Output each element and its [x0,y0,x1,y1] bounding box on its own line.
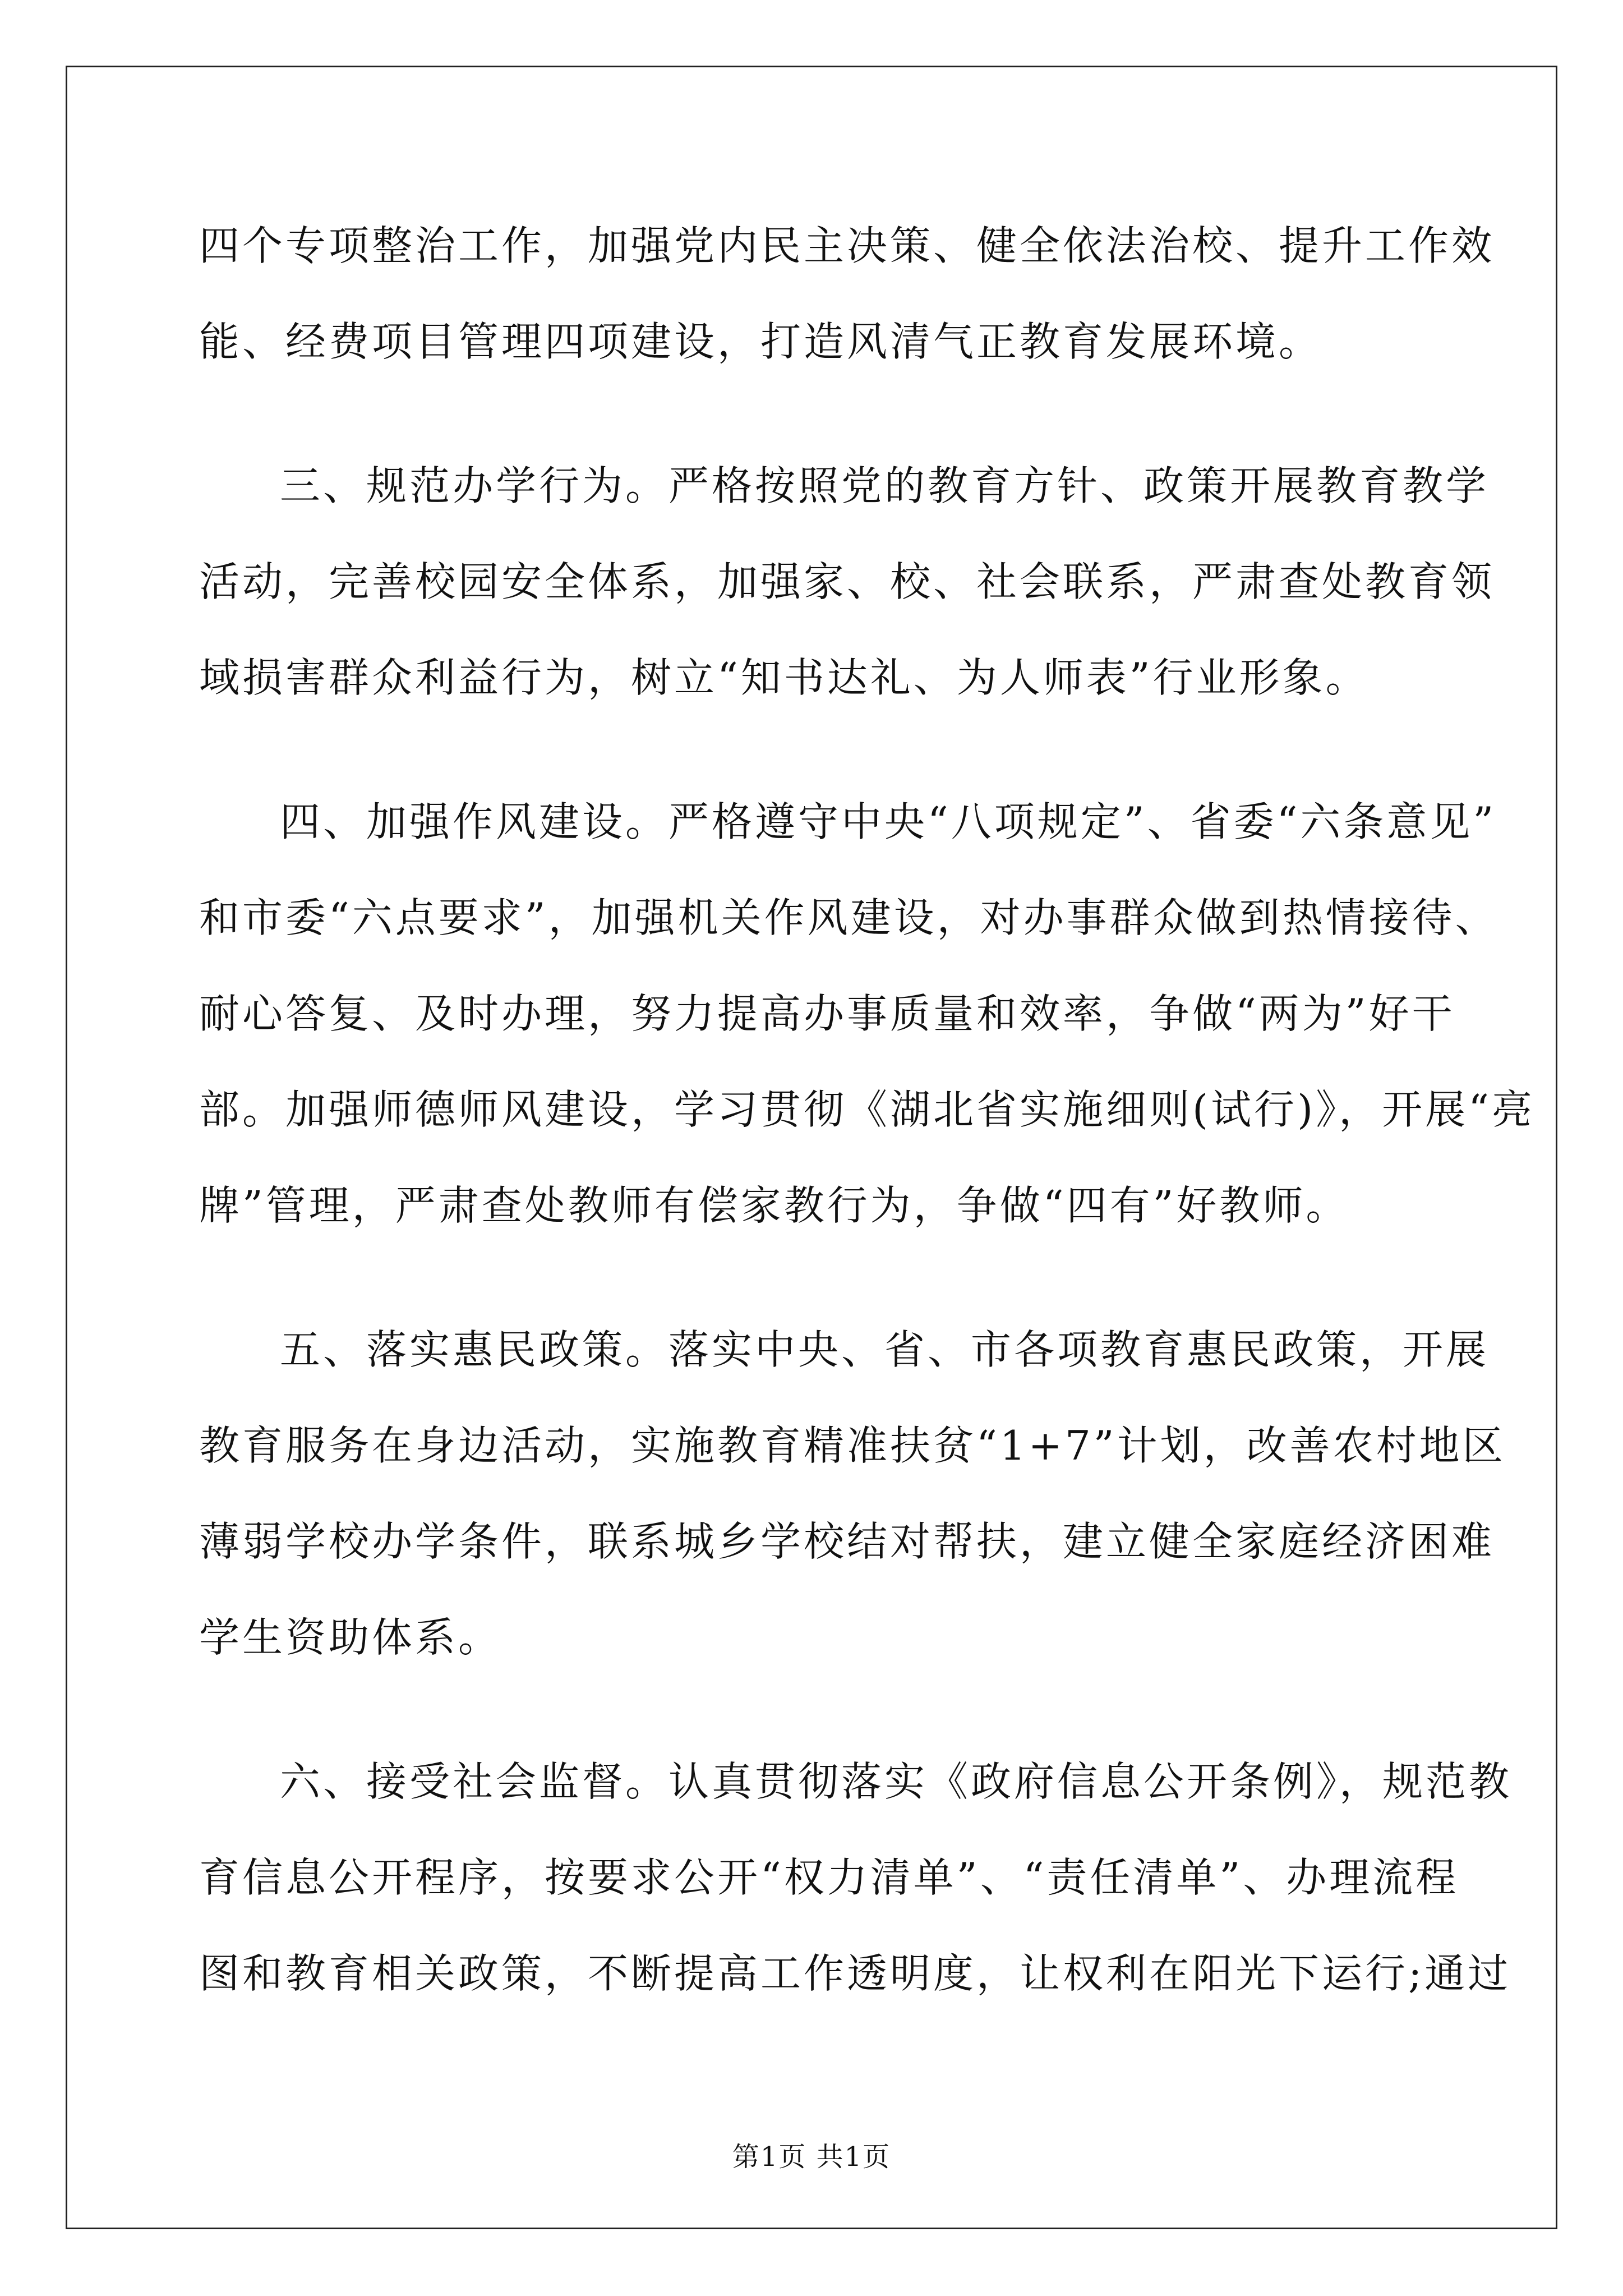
paragraph-1 [199,198,1495,390]
text-line: 图和教育相关政策，不断提高工作透明度，让权利在阳光下运行;通过 [199,1950,1511,1997]
text-line: 五、落实惠民政策。落实中央、省、市各项教育惠民政策，开展 [280,1326,1490,1373]
text-line: 能、经费项目管理四项建设，打造风清气正教育发展环境。 [199,318,1322,365]
text-line: 域损害群众利益行为，树立“知书达礼、为人师表”行业形象。 [199,654,1369,701]
paragraph-5 [199,1734,1513,2022]
paragraph-4 [199,1302,1506,1686]
text-line: 和市委“六点要求”，加强机关作风建设，对办事群众做到热情接待、 [199,894,1498,941]
page-number-footer: 第1页 共1页 [732,2141,891,2173]
text-line: 活动，完善校园安全体系，加强家、校、社会联系，严肃查处教育领 [199,558,1495,605]
text-line: 部。加强师德师风建设，学习贯彻《湖北省实施细则(试行)》，开展“亮 [199,1086,1535,1133]
paragraph-3 [199,774,1535,1254]
text-line: 育信息公开程序，按要求公开“权力清单”、“责任清单”、办理流程 [199,1854,1459,1901]
paragraph-2 [199,438,1495,726]
text-line: 学生资助体系。 [199,1614,502,1661]
text-line: 教育服务在身边活动，实施教育精准扶贫“1+7”计划，改善农村地区 [199,1422,1506,1469]
text-line: 四、加强作风建设。严格遵守中央“八项规定”、省委“六条意见” [280,798,1497,845]
text-line: 六、接受社会监督。认真贯彻落实《政府信息公开条例》，规范教 [280,1758,1513,1805]
text-line: 薄弱学校办学条件，联系城乡学校结对帮扶，建立健全家庭经济困难 [199,1518,1495,1565]
text-line: 牌”管理，严肃查处教师有偿家教行为，争做“四有”好教师。 [199,1182,1349,1229]
document-body [199,198,1535,2022]
text-line: 耐心答复、及时办理，努力提高办事质量和效率，争做“两为”好干 [199,990,1455,1037]
text-line: 三、规范办学行为。严格按照党的教育方针、政策开展教育教学 [280,462,1490,509]
text-line: 四个专项整治工作，加强党内民主决策、健全依法治校、提升工作效 [199,222,1495,269]
